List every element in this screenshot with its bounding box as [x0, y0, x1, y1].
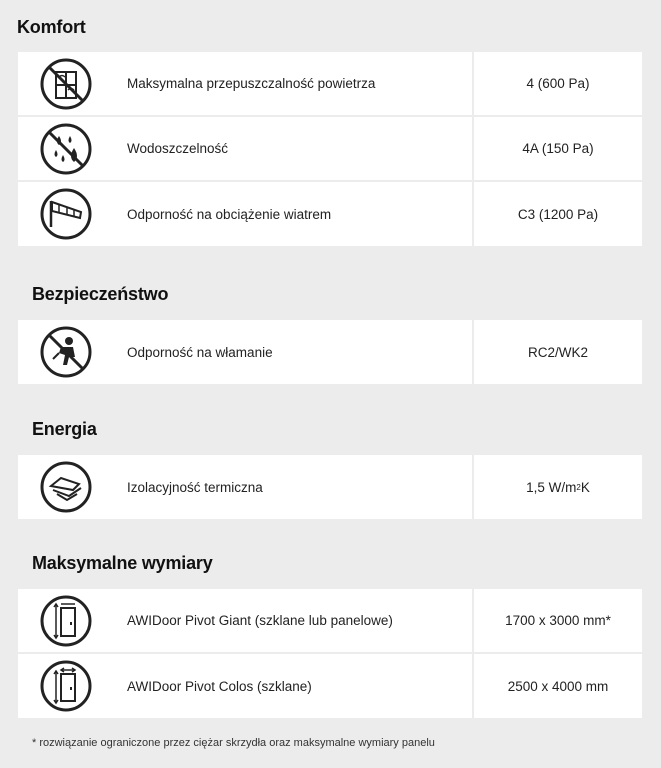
table-komfort: [18, 52, 642, 246]
windsock-icon: [18, 182, 114, 246]
water-drops-icon: [18, 117, 114, 180]
thermal-hands-icon: [18, 455, 114, 519]
value-suffix: K: [580, 479, 590, 495]
row-value: 4 (600 Pa): [472, 52, 642, 115]
section-title-bezpieczenstwo: Bezpieczeństwo: [32, 284, 169, 304]
table-row: [18, 117, 642, 182]
table-row: [18, 320, 642, 384]
row-label: AWIDoor Pivot Giant (szklane lub panelowe): [127, 613, 393, 628]
section-title-wymiary: Maksymalne wymiary: [32, 553, 213, 573]
row-value: [472, 455, 642, 519]
row-label: Odporność na włamanie: [127, 344, 273, 360]
value-superscript: 2: [576, 482, 581, 492]
row-value: RC2/WK2: [472, 320, 642, 384]
door-dimension-icon: [18, 654, 114, 718]
table-bezpieczenstwo: [18, 320, 642, 384]
row-label: Wodoszczelność: [127, 141, 229, 156]
row-value: 2500 x 4000 mm: [472, 654, 642, 718]
table-energia: [18, 455, 642, 519]
table-row: [18, 589, 642, 654]
section-title-komfort: Komfort: [17, 17, 86, 37]
door-dimension-icon: [18, 589, 114, 652]
row-label: Maksymalna przepuszczalność powietrza: [127, 76, 376, 91]
table-row: [18, 654, 642, 718]
row-label: AWIDoor Pivot Colos (szklane): [127, 678, 312, 694]
row-label: Izolacyjność termiczna: [127, 479, 263, 495]
table-wymiary: [18, 589, 642, 718]
row-value: 1700 x 3000 mm*: [472, 589, 642, 652]
table-row: [18, 455, 642, 519]
footnote: * rozwiązanie ograniczone przez ciężar skrzydła oraz maksymalne wymiary panelu: [32, 737, 435, 749]
table-row: [18, 52, 642, 117]
window-air-icon: [18, 52, 114, 115]
burglar-icon: [18, 320, 114, 384]
section-title-energia: Energia: [32, 419, 97, 439]
value-main: 1,5 W/m: [526, 479, 577, 495]
table-row: [18, 182, 642, 246]
row-label: Odporność na obciążenie wiatrem: [127, 206, 332, 222]
row-value: 4A (150 Pa): [472, 117, 642, 180]
row-value: C3 (1200 Pa): [472, 182, 642, 246]
